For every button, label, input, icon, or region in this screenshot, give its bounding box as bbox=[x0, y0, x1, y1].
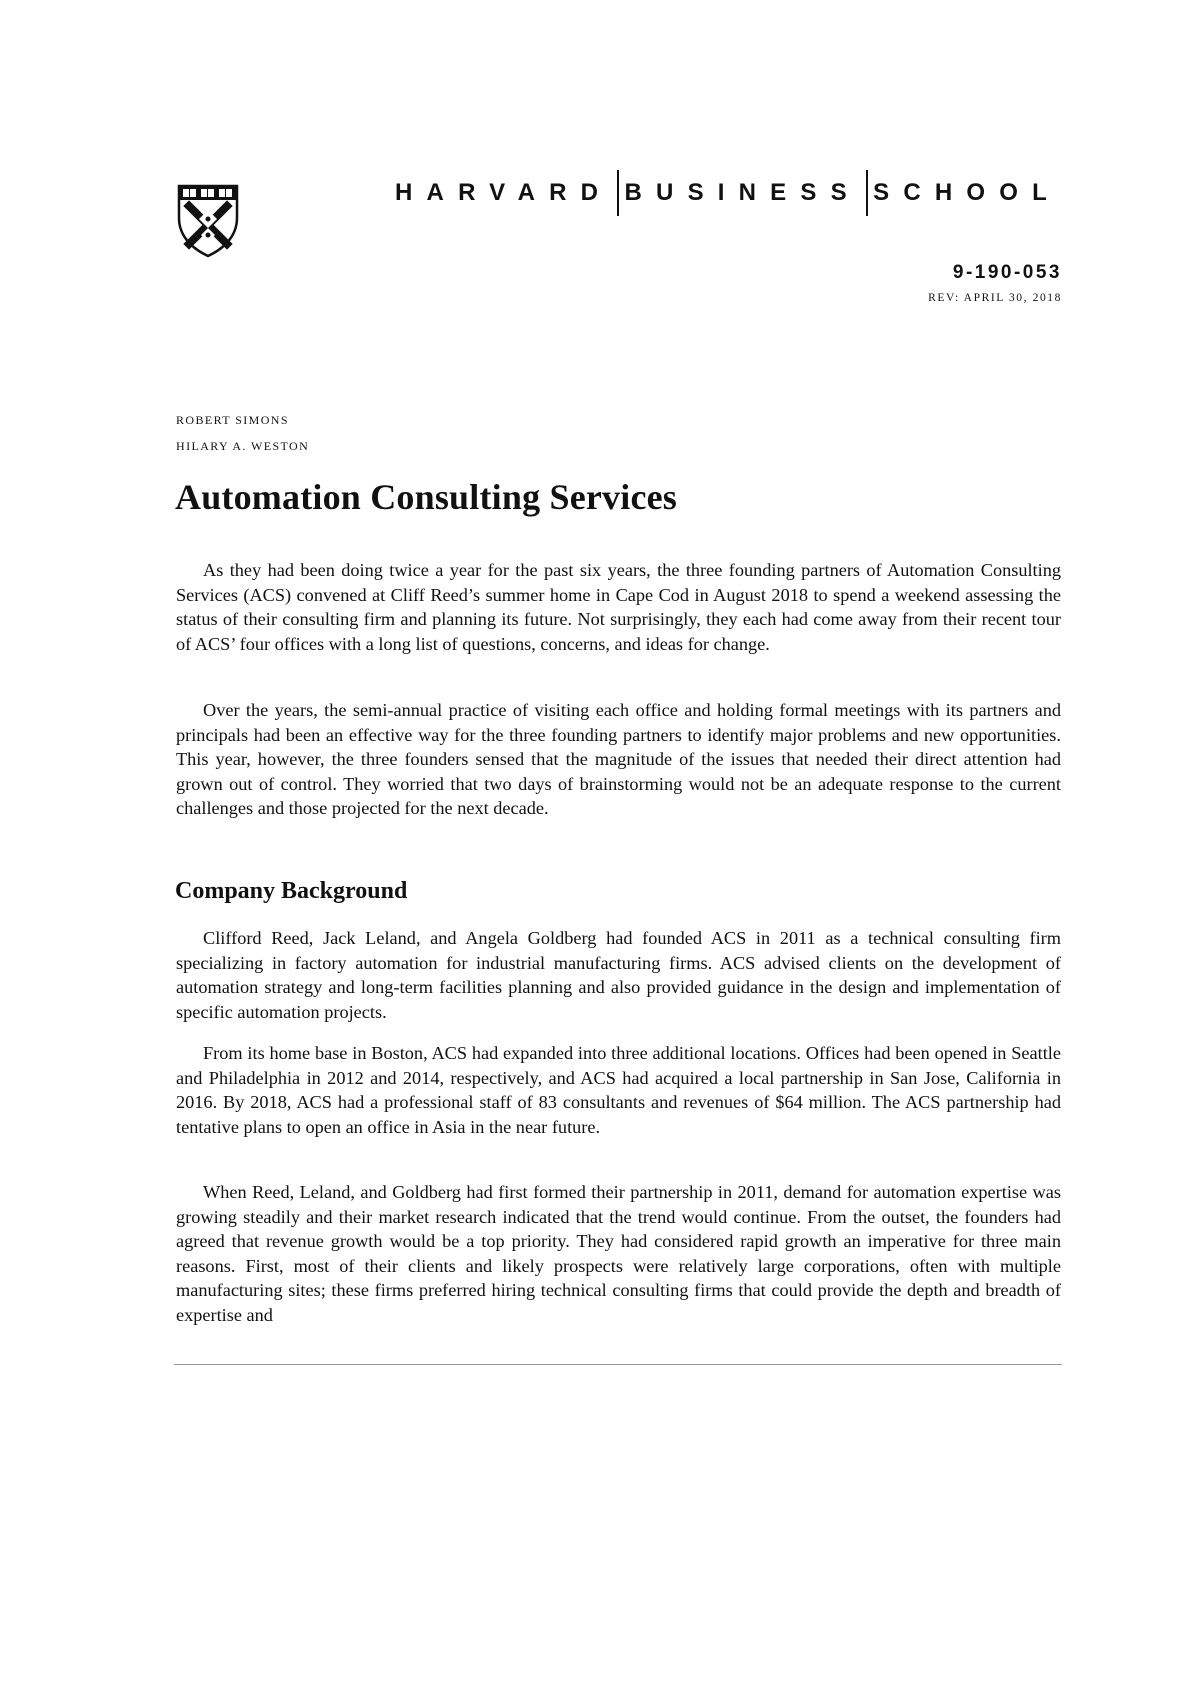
body-paragraph: Clifford Reed, Jack Leland, and Angela Goldberg had founded ACS in 2011 as a technical consulting firm specializing in factory automation for industrial manufacturing firms. ACS advised clients on the development of automation strategy and long-term facilities planning and also provided guidance in the design and implementation of specific automation projects. bbox=[176, 928, 1061, 1022]
harvard-shield-icon bbox=[175, 184, 241, 258]
revision-date: REV: APRIL 30, 2018 bbox=[928, 292, 1062, 304]
masthead-divider bbox=[617, 170, 619, 216]
masthead-divider bbox=[866, 170, 868, 216]
footer-rule bbox=[174, 1364, 1062, 1365]
case-title: Automation Consulting Services bbox=[175, 477, 678, 517]
author-name: ROBERT SIMONS bbox=[176, 413, 289, 427]
body-paragraph: Over the years, the semi-annual practice of visiting each office and holding formal meetings with its partners and principals had been an effective way for the three founding partners to identify major problems and new opportunities. This year, however, the three founders sensed that the magnitude of the issues that needed their direct attention had grown out of control. They worried that two days of brainstorming would not be an adequate response to the current challenges and those projected for the next decade. bbox=[176, 700, 1061, 819]
masthead-word-school: SCHOOL bbox=[873, 179, 1061, 206]
masthead bbox=[395, 170, 1061, 216]
body-paragraph: As they had been doing twice a year for the past six years, the three founding partners of Automation Consulting Services (ACS) convened at Cliff Reed’s summer home in Cape Cod in August 2018 to spend a weekend assessing the status of their consulting firm and planning its future. Not surprisingly, they each had come away from their recent tour of ACS’ four offices with a long list of questions, concerns, and ideas for change. bbox=[176, 560, 1061, 654]
document-number: 9-190-053 bbox=[952, 262, 1062, 283]
section-heading: Company Background bbox=[175, 878, 408, 904]
body-paragraph: When Reed, Leland, and Goldberg had first formed their partnership in 2011, demand for automation expertise was growing steadily and their market research indicated that the trend would continue. From the outset, the founders had agreed that revenue growth would be a top priority. They had considered rapid growth an imperative for three main reasons. First, most of their clients and likely prospects were relatively large corporations, often with multiple manufacturing sites; these firms preferred hiring technical consulting firms that could provide the depth and breadth of expertise and bbox=[176, 1182, 1061, 1325]
masthead-word-harvard: HARVARD bbox=[395, 179, 613, 206]
author-name: HILARY A. WESTON bbox=[176, 439, 310, 453]
masthead-word-business: BUSINESS bbox=[624, 179, 861, 206]
body-paragraph: From its home base in Boston, ACS had expanded into three additional locations. Offices had been opened in Seattle and Philadelphia in 2012 and 2014, respectively, and ACS had acquired a local partnership in San Jose, California in 2016. By 2018, ACS had a professional staff of 83 consultants and revenues of $64 million. The ACS partnership had tentative plans to open an office in Asia in the near future. bbox=[176, 1043, 1061, 1137]
